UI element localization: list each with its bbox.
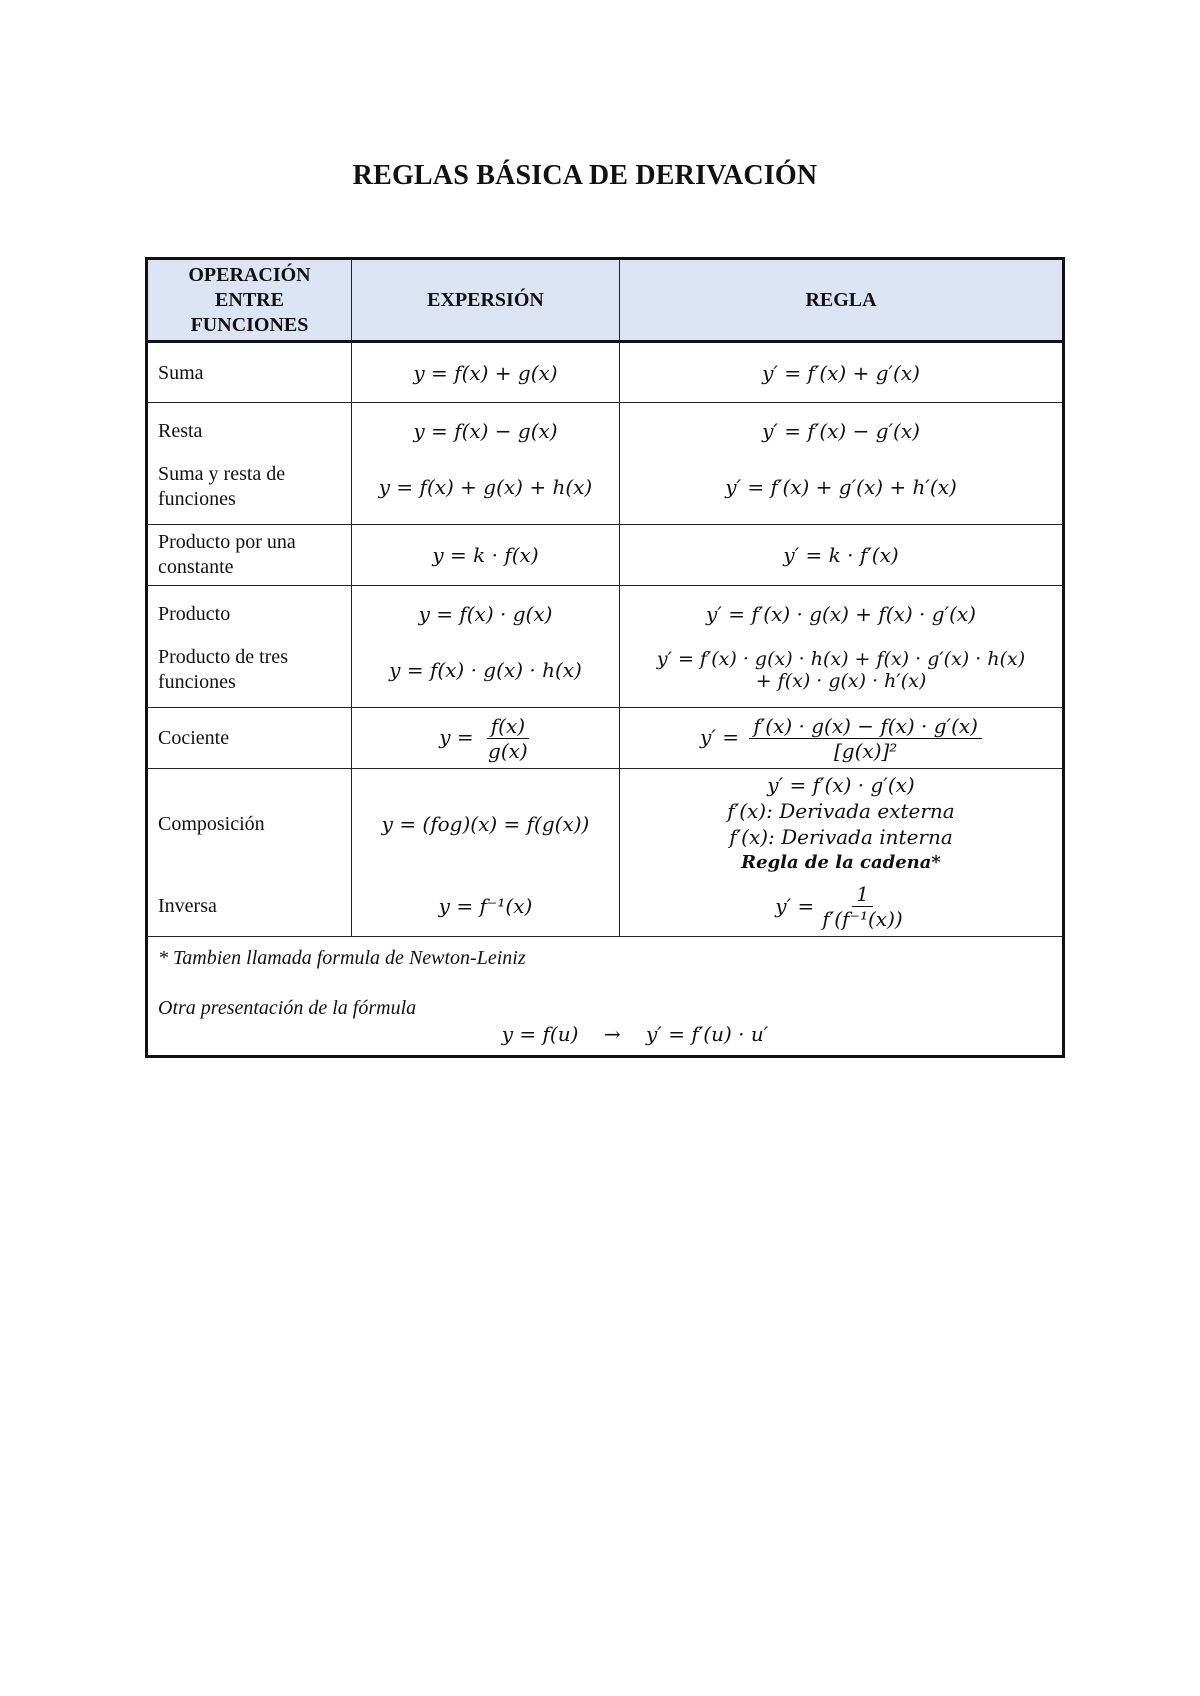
op-producto-constante: Producto por una constante [147,525,352,586]
rule-producto-tres-line2: + f(x) · g(x) · h′(x) [755,670,927,692]
other-presentation-label: Otra presentación de la fórmula [158,997,417,1019]
table-row [147,342,1064,403]
expr-producto: y = f(x) · g(x) [418,602,553,626]
expr-resta: y = f(x) − g(x) [413,419,558,443]
rule-producto-tres-line1: y′ = f′(x) · g(x) · h(x) + f(x) · g′(x) · h(x) [656,648,1026,670]
expr-cociente-numerator: f(x) [487,714,529,739]
expr-cociente-fraction [484,714,532,763]
notes-row [147,937,1064,1057]
header-operation: OPERACIÓN ENTRE FUNCIONES [147,259,352,342]
expr-suma: y = f(x) + g(x) [352,342,620,403]
op-producto-tres: Producto de tres funciones [158,646,288,693]
op-suma: Suma [147,342,352,403]
expr-suma-resta: y = f(x) + g(x) + h(x) [378,475,593,499]
op-inversa: Inversa [158,895,217,917]
rule-producto-constante: y′ = k · f′(x) [620,525,1064,586]
op-cociente: Cociente [147,708,352,769]
rule-resta: y′ = f′(x) − g′(x) [762,419,920,443]
expr-inversa: y = f⁻¹(x) [438,894,533,918]
rule-inversa-fraction [818,882,906,931]
rule-composicion-line4: Regla de la cadena* [741,852,941,873]
table-header-row [147,259,1064,342]
op-composicion: Composición [158,813,265,835]
table-row [147,586,1064,708]
rule-cociente-denominator: [g(x)]² [834,738,898,763]
table-row [147,403,1064,525]
table-row [147,525,1064,586]
op-producto: Producto [158,603,231,625]
rule-cociente-prefix: y′ = [700,724,739,749]
rule-inversa-prefix: y′ = [775,894,815,918]
rule-composicion-line3: f′(x): Derivada interna [729,825,953,849]
footnote: * Tambien llamada formula de Newton-Leiniz [158,947,526,969]
rule-producto: y′ = f′(x) · g(x) + f(x) · g′(x) [706,602,976,626]
rule-cociente-fraction [749,714,982,763]
header-expression: EXPERSIÓN [352,259,620,342]
rule-composicion-line2: f′(x): Derivada externa [727,799,955,823]
rule-inversa-denominator: f′(f⁻¹(x)) [822,906,903,931]
op-resta: Resta [158,420,203,442]
expr-cociente-denominator: g(x) [488,738,528,763]
expr-producto-tres: y = f(x) · g(x) · h(x) [389,658,582,682]
rule-inversa-numerator: 1 [852,882,873,907]
op-suma-resta: Suma y resta de funciones [158,463,286,510]
page-title: REGLAS BÁSICA DE DERIVACIÓN [352,160,818,191]
expr-cociente-prefix: y = [439,724,474,749]
derivation-rules-table [145,257,1065,1058]
expr-composicion: y = (fog)(x) = f(g(x)) [381,812,590,836]
table-row [147,769,1064,937]
expr-producto-constante: y = k · f(x) [352,525,620,586]
rule-composicion-line1: y′ = f′(x) · g′(x) [767,773,915,797]
rule-cociente-numerator: f′(x) · g(x) − f(x) · g′(x) [749,714,982,739]
rule-suma-resta: y′ = f′(x) + g′(x) + h′(x) [725,475,957,499]
rule-suma: y′ = f′(x) + g′(x) [620,342,1064,403]
table-row [147,708,1064,769]
header-rule: REGLA [620,259,1064,342]
other-presentation-formula: y = f(u) → y′ = f′(u) · u′ [501,1022,769,1046]
notes-cell [147,937,1064,1057]
